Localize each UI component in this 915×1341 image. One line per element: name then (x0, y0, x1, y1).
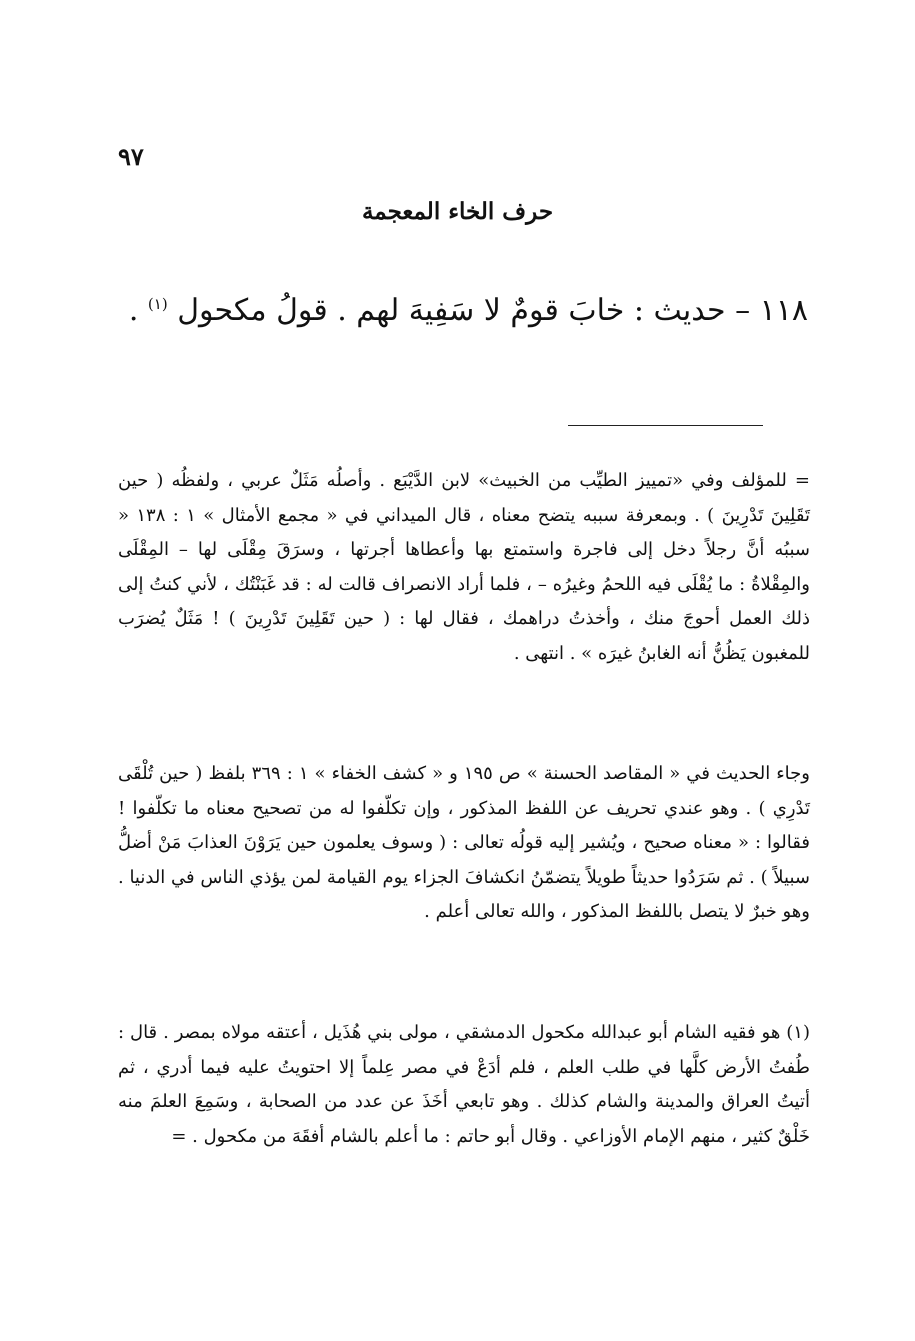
footnote-divider (568, 425, 763, 426)
footnote-marker: (١) (147, 295, 168, 313)
hadith-end: . (128, 293, 139, 328)
footnote-paragraph: (١) هو فقيه الشام أبو عبدالله مكحول الدمشقي ، مولى بني هُذَيل ، أعتقه مولاه بمصر . قال : طُفتُ الأرض كلَّها في طلب العلم ، فلم أدَعْ في مصر عِلماً إلا احتويتُ عليه فيما أدري ، ثم أتيتُ العراق والمدينة والشام كذلك . وهو تابعي أخَذَ عن عدد من الصحابة ، وسَمِعَ العلمَ منه خَلْقٌ كثير ، منهم الإمام الأوزاعي . وقال أبو حاتم : ما أعلم بالشام أفقَهَ من مكحول . = (118, 1022, 810, 1147)
hadith-entry (118, 274, 808, 341)
hadith-text: ١١٨ – حديث : خابَ قومٌ لا سَفِيهَ لهم . قولُ مكحول (177, 293, 808, 328)
footnote-paragraph: = للمؤلف وفي «تمييز الطيِّب من الخبيث» لابن الدَّيْبَع . وأصلُه مَثَلٌ عربي ، ولفظُه ( حين تَقَلِينَ تَدْرِينَ ) . وبمعرفة سببه يتضح معناه ، قال الميداني في « مجمع الأمثال » ١ : ١٣٨ « سببُه أنَّ رجلاً دخل إلى فاجرة واستمتع بها وأعطاها أجرتها ، وسرَقَ مِقْلَى لها – المِقْلَى والمِقْلاةُ : ما يُقْلَى فيه اللحمُ وغيرُه – ، فلما أراد الانصراف قالت له : قد غَبَنْتُك ، لأني كنتُ إلى ذلك العمل أحوجَ منك ، وأخذتُ دراهمك ، فقال لها : ( حين تَقَلِينَ تَدْرِينَ ) ! مَثَلٌ يُضرَب للمغبون يَظُنُّ أنه الغابنُ غيرَه » . انتهى . (118, 470, 810, 664)
footnote-paragraph: وجاء الحديث في « المقاصد الحسنة » ص ١٩٥ و « كشف الخفاء » ١ : ٣٦٩ بلفظ ( حين تُلْقَى تَدْرِي ) . وهو عندي تحريف عن اللفظ المذكور ، وإن تكلّفوا له من تصحيح معناه ما تكلّفوا ! فقالوا : « معناه صحيح ، ويُشير إليه قولُه تعالى : ( وسوف يعلمون حين يَرَوْنَ العذابَ مَنْ أضلُّ سبيلاً ) . ثم سَرَدُوا حديثاً طويلاً يتضمّنُ انكشافَ الجزاء يوم القيامة لمن يؤذي الناس في الدنيا . وهو خبرٌ لا يتصل باللفظ المذكور ، والله تعالى أعلم . (118, 763, 810, 922)
section-title: حرف الخاء المعجمة (361, 198, 554, 225)
page-number: ٩٧ (118, 142, 144, 171)
